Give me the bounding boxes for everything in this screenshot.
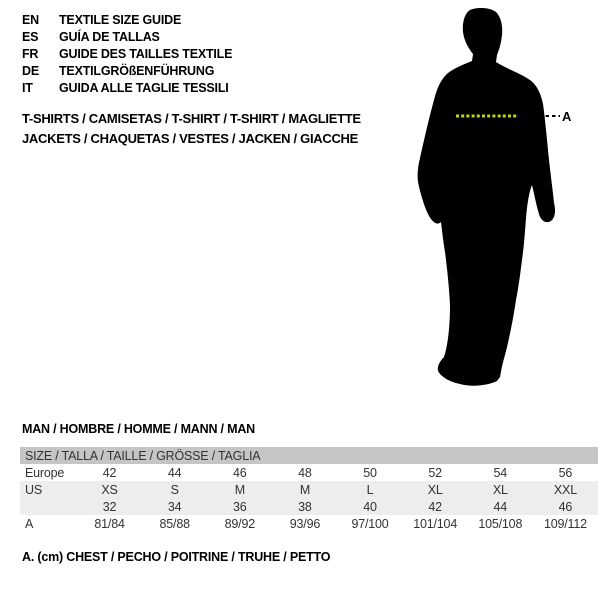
language-label: TEXTILGRÖßENFÜHRUNG bbox=[59, 63, 215, 78]
size-cell: XS bbox=[101, 482, 118, 497]
language-label: GUIDE DES TAILLES TEXTILE bbox=[59, 46, 233, 61]
category-line-jackets: JACKETS / CHAQUETAS / VESTES / JACKEN / GIACCHE bbox=[22, 130, 358, 146]
row-label: Europe bbox=[25, 465, 65, 480]
row-label: US bbox=[25, 482, 42, 497]
size-cell: 93/96 bbox=[289, 516, 321, 531]
size-cell: L bbox=[366, 482, 374, 497]
size-cell: 50 bbox=[363, 465, 377, 480]
size-cell: 105/108 bbox=[478, 516, 523, 531]
category-line-tshirts: T-SHIRTS / CAMISETAS / T-SHIRT / T-SHIRT / MAGLIETTE bbox=[22, 111, 361, 126]
language-row-es bbox=[22, 28, 232, 45]
size-cell: M bbox=[299, 482, 311, 497]
table-row-chest bbox=[20, 515, 598, 532]
category-list bbox=[22, 109, 361, 148]
size-cell: 81/84 bbox=[94, 516, 125, 531]
size-cell: 38 bbox=[298, 499, 312, 514]
language-row-en bbox=[22, 11, 232, 28]
section-title: MAN / HOMBRE / HOMME / MANN / MAN bbox=[22, 422, 255, 436]
language-row-de bbox=[22, 62, 232, 79]
size-table-header: SIZE / TALLA / TAILLE / GRÖSSE / TAGLIA bbox=[20, 447, 598, 464]
language-label: GUIDA ALLE TAGLIE TESSILI bbox=[59, 80, 229, 95]
size-cell: 32 bbox=[102, 499, 117, 514]
language-code: DE bbox=[22, 63, 39, 78]
size-cell: 52 bbox=[428, 465, 442, 480]
language-code: EN bbox=[22, 12, 39, 27]
size-cell: S bbox=[170, 482, 179, 497]
size-cell: 54 bbox=[493, 465, 508, 480]
row-label: A bbox=[25, 516, 34, 531]
size-cell: 101/104 bbox=[413, 516, 458, 531]
size-cell: 44 bbox=[493, 499, 508, 514]
language-code: IT bbox=[22, 80, 33, 95]
table-row-us-numeric bbox=[20, 498, 598, 515]
size-cell: 42 bbox=[102, 465, 117, 480]
measure-label-a: A bbox=[562, 109, 572, 124]
language-label: GUÍA DE TALLAS bbox=[59, 29, 160, 44]
size-table bbox=[20, 447, 598, 532]
measurement-footnote: A. (cm) CHEST / PECHO / POITRINE / TRUHE / PETTO bbox=[22, 550, 331, 564]
size-cell: 109/112 bbox=[544, 516, 587, 531]
size-cell: 46 bbox=[558, 499, 573, 514]
size-cell: 44 bbox=[167, 465, 182, 480]
size-cell: 97/100 bbox=[351, 516, 389, 531]
table-row-us-letter bbox=[20, 481, 598, 498]
size-cell: XL bbox=[427, 482, 443, 497]
table-row-europe bbox=[20, 464, 598, 481]
man-silhouette-figure bbox=[412, 0, 600, 400]
size-cell: 89/92 bbox=[224, 516, 255, 531]
size-cell: M bbox=[234, 482, 245, 497]
size-cell: XL bbox=[492, 482, 508, 497]
size-cell: 36 bbox=[233, 499, 247, 514]
language-label: TEXTILE SIZE GUIDE bbox=[59, 12, 182, 27]
size-cell: 85/88 bbox=[159, 516, 190, 531]
size-cell: 48 bbox=[298, 465, 312, 480]
language-list bbox=[22, 11, 232, 96]
language-code: ES bbox=[22, 29, 39, 44]
language-code: FR bbox=[22, 46, 39, 61]
man-silhouette bbox=[418, 8, 555, 386]
size-cell: 46 bbox=[233, 465, 247, 480]
size-cell: 42 bbox=[428, 499, 442, 514]
size-cell: 40 bbox=[363, 499, 377, 514]
size-cell: XXL bbox=[553, 482, 577, 497]
language-row-it bbox=[22, 79, 232, 96]
size-cell: 56 bbox=[558, 465, 573, 480]
language-row-fr bbox=[22, 45, 232, 62]
size-cell: 34 bbox=[167, 499, 182, 514]
